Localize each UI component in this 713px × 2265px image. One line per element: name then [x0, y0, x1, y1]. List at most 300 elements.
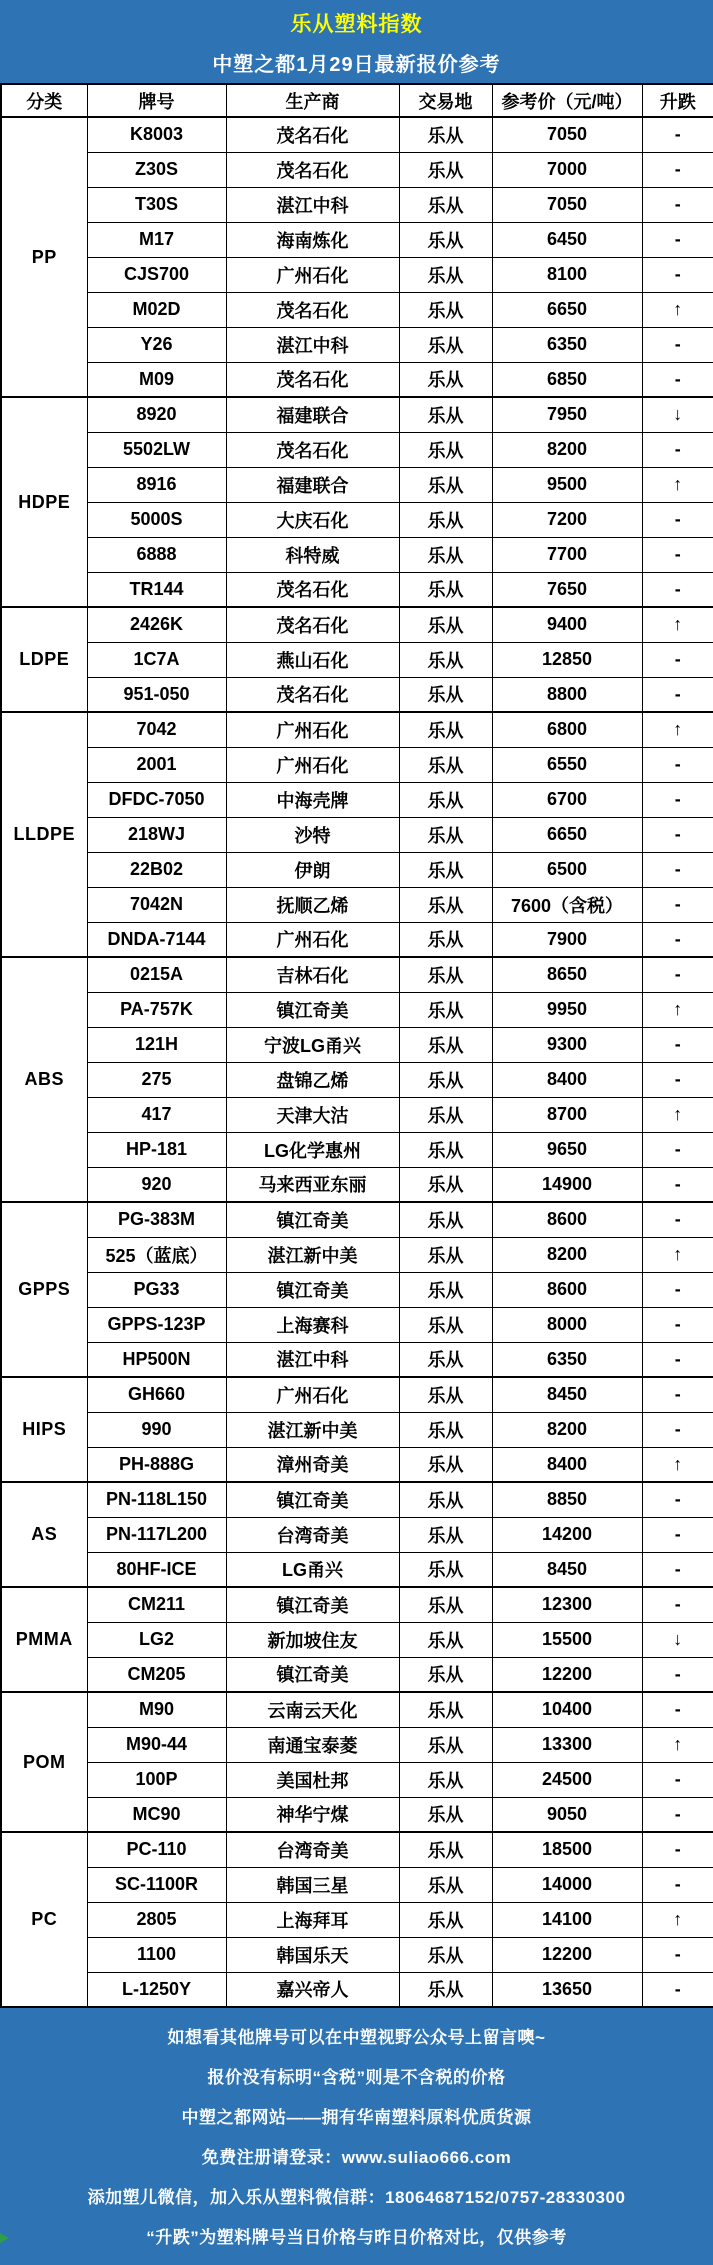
change-cell: ↓	[642, 1622, 713, 1657]
price-cell: 8200	[492, 432, 642, 467]
change-cell: -	[642, 1132, 713, 1167]
producer-cell: 湛江中科	[226, 1342, 399, 1377]
market-cell: 乐从	[399, 1062, 492, 1097]
market-cell: 乐从	[399, 747, 492, 782]
table-row	[1, 992, 713, 1027]
market-cell: 乐从	[399, 1657, 492, 1692]
table-row	[1, 747, 713, 782]
market-cell: 乐从	[399, 537, 492, 572]
price-cell: 8000	[492, 1307, 642, 1342]
market-cell: 乐从	[399, 1447, 492, 1482]
change-cell: -	[642, 537, 713, 572]
footer-line: 报价没有标明“含税”则是不含税的价格	[207, 2068, 506, 2088]
table-row	[1, 1587, 713, 1622]
price-cell: 7650	[492, 572, 642, 607]
change-cell: -	[642, 1307, 713, 1342]
change-cell: -	[642, 1587, 713, 1622]
brand-cell: 5502LW	[87, 432, 226, 467]
producer-cell: 茂名石化	[226, 677, 399, 712]
col-header-market: 交易地	[399, 84, 492, 117]
category-cell: LDPE	[1, 607, 87, 712]
change-cell: -	[642, 1062, 713, 1097]
producer-cell: 盘锦乙烯	[226, 1062, 399, 1097]
table-row	[1, 1762, 713, 1797]
table-row	[1, 397, 713, 432]
price-cell: 8450	[492, 1377, 642, 1412]
brand-cell: PC-110	[87, 1832, 226, 1867]
market-cell: 乐从	[399, 257, 492, 292]
change-cell: ↑	[642, 1727, 713, 1762]
table-row	[1, 1307, 713, 1342]
brand-cell: 0215A	[87, 957, 226, 992]
producer-cell: 镇江奇美	[226, 1587, 399, 1622]
change-cell: -	[642, 1412, 713, 1447]
market-cell: 乐从	[399, 397, 492, 432]
brand-cell: 417	[87, 1097, 226, 1132]
table-row	[1, 257, 713, 292]
change-cell: -	[642, 782, 713, 817]
price-cell: 6650	[492, 817, 642, 852]
table-row	[1, 677, 713, 712]
price-cell: 14000	[492, 1867, 642, 1902]
table-row	[1, 1832, 713, 1867]
producer-cell: 广州石化	[226, 1377, 399, 1412]
brand-cell: SC-1100R	[87, 1867, 226, 1902]
brand-cell: M09	[87, 362, 226, 397]
change-cell: -	[642, 222, 713, 257]
brand-cell: 2805	[87, 1902, 226, 1937]
price-cell: 14100	[492, 1902, 642, 1937]
category-cell: AS	[1, 1482, 87, 1587]
brand-cell: 8916	[87, 467, 226, 502]
price-cell: 8100	[492, 257, 642, 292]
table-row	[1, 432, 713, 467]
price-cell: 12300	[492, 1587, 642, 1622]
table-row	[1, 187, 713, 222]
brand-cell: K8003	[87, 117, 226, 152]
change-cell: -	[642, 152, 713, 187]
brand-cell: M17	[87, 222, 226, 257]
table-row	[1, 1237, 713, 1272]
category-cell: LLDPE	[1, 712, 87, 957]
change-cell: -	[642, 1167, 713, 1202]
price-cell: 8400	[492, 1062, 642, 1097]
brand-cell: GPPS-123P	[87, 1307, 226, 1342]
table-row	[1, 1937, 713, 1972]
producer-cell: 福建联合	[226, 467, 399, 502]
producer-cell: 广州石化	[226, 257, 399, 292]
producer-cell: 燕山石化	[226, 642, 399, 677]
producer-cell: 神华宁煤	[226, 1797, 399, 1832]
price-cell: 8650	[492, 957, 642, 992]
price-cell: 9650	[492, 1132, 642, 1167]
table-row	[1, 502, 713, 537]
market-cell: 乐从	[399, 117, 492, 152]
table-row	[1, 572, 713, 607]
price-cell: 14200	[492, 1517, 642, 1552]
change-cell: -	[642, 747, 713, 782]
market-cell: 乐从	[399, 1937, 492, 1972]
change-cell: -	[642, 1867, 713, 1902]
change-cell: -	[642, 642, 713, 677]
price-cell: 15500	[492, 1622, 642, 1657]
category-cell: PC	[1, 1832, 87, 2007]
brand-cell: Z30S	[87, 152, 226, 187]
producer-cell: 马来西亚东丽	[226, 1167, 399, 1202]
market-cell: 乐从	[399, 292, 492, 327]
change-cell: ↑	[642, 292, 713, 327]
change-cell: -	[642, 362, 713, 397]
market-cell: 乐从	[399, 1587, 492, 1622]
price-table	[0, 83, 713, 2008]
page-subtitle: 中塑之都1月29日最新报价参考	[212, 54, 501, 76]
market-cell: 乐从	[399, 1552, 492, 1587]
table-row	[1, 222, 713, 257]
producer-cell: 茂名石化	[226, 117, 399, 152]
table-row	[1, 292, 713, 327]
category-cell: GPPS	[1, 1202, 87, 1377]
producer-cell: 新加坡住友	[226, 1622, 399, 1657]
price-cell: 12200	[492, 1657, 642, 1692]
table-row	[1, 782, 713, 817]
brand-cell: 218WJ	[87, 817, 226, 852]
price-cell: 6350	[492, 327, 642, 362]
producer-cell: 茂名石化	[226, 362, 399, 397]
table-row	[1, 1727, 713, 1762]
price-cell: 14900	[492, 1167, 642, 1202]
brand-cell: CM205	[87, 1657, 226, 1692]
table-row	[1, 1902, 713, 1937]
brand-cell: 22B02	[87, 852, 226, 887]
brand-cell: 2426K	[87, 607, 226, 642]
change-cell: -	[642, 1482, 713, 1517]
change-cell: -	[642, 1657, 713, 1692]
brand-cell: M02D	[87, 292, 226, 327]
producer-cell: 韩国三星	[226, 1867, 399, 1902]
change-cell: -	[642, 432, 713, 467]
price-cell: 6350	[492, 1342, 642, 1377]
table-row	[1, 1272, 713, 1307]
footer-line: 添加塑儿微信，加入乐从塑料微信群：18064687152/0757-28330300	[87, 2187, 626, 2207]
brand-cell: M90-44	[87, 1727, 226, 1762]
producer-cell: 广州石化	[226, 712, 399, 747]
change-cell: -	[642, 1377, 713, 1412]
producer-cell: 云南云天化	[226, 1692, 399, 1727]
market-cell: 乐从	[399, 327, 492, 362]
producer-cell: 茂名石化	[226, 432, 399, 467]
market-cell: 乐从	[399, 887, 492, 922]
price-cell: 9300	[492, 1027, 642, 1062]
price-cell: 18500	[492, 1832, 642, 1867]
producer-cell: 漳州奇美	[226, 1447, 399, 1482]
producer-cell: 茂名石化	[226, 607, 399, 642]
producer-cell: 沙特	[226, 817, 399, 852]
producer-cell: 嘉兴帝人	[226, 1972, 399, 2007]
change-cell: -	[642, 922, 713, 957]
producer-cell: 中海壳牌	[226, 782, 399, 817]
category-cell: HDPE	[1, 397, 87, 607]
price-cell: 24500	[492, 1762, 642, 1797]
footer-line: 如想看其他牌号可以在中塑视野公众号上留言噢~	[167, 2028, 546, 2048]
price-table-header	[1, 84, 713, 117]
col-header-brand: 牌号	[87, 84, 226, 117]
producer-cell: 宁波LG甬兴	[226, 1027, 399, 1062]
brand-cell: PN-118L150	[87, 1482, 226, 1517]
brand-cell: PA-757K	[87, 992, 226, 1027]
market-cell: 乐从	[399, 187, 492, 222]
page-title: 乐从塑料指数	[290, 13, 423, 36]
table-row	[1, 1342, 713, 1377]
producer-cell: LG甬兴	[226, 1552, 399, 1587]
price-cell: 7000	[492, 152, 642, 187]
table-row	[1, 362, 713, 397]
change-cell: ↑	[642, 1097, 713, 1132]
price-cell: 8600	[492, 1272, 642, 1307]
table-row	[1, 922, 713, 957]
table-row	[1, 852, 713, 887]
producer-cell: LG化学惠州	[226, 1132, 399, 1167]
market-cell: 乐从	[399, 502, 492, 537]
table-row	[1, 1692, 713, 1727]
price-cell: 7200	[492, 502, 642, 537]
market-cell: 乐从	[399, 1832, 492, 1867]
brand-cell: 5000S	[87, 502, 226, 537]
price-cell: 8700	[492, 1097, 642, 1132]
table-row	[1, 1867, 713, 1902]
change-cell: -	[642, 1202, 713, 1237]
brand-cell: 990	[87, 1412, 226, 1447]
footer-line: 免费注册请登录：www.suliao666.com	[201, 2147, 512, 2167]
change-cell: -	[642, 1692, 713, 1727]
table-row	[1, 1097, 713, 1132]
brand-cell: 2001	[87, 747, 226, 782]
producer-cell: 湛江中科	[226, 187, 399, 222]
header-row	[1, 84, 713, 117]
brand-cell: 6888	[87, 537, 226, 572]
market-cell: 乐从	[399, 1167, 492, 1202]
producer-cell: 镇江奇美	[226, 1272, 399, 1307]
market-cell: 乐从	[399, 1272, 492, 1307]
change-cell: -	[642, 957, 713, 992]
col-header-category: 分类	[1, 84, 87, 117]
price-cell: 6850	[492, 362, 642, 397]
producer-cell: 福建联合	[226, 397, 399, 432]
market-cell: 乐从	[399, 1202, 492, 1237]
change-cell: -	[642, 572, 713, 607]
category-cell: PP	[1, 117, 87, 397]
change-cell: -	[642, 817, 713, 852]
table-row	[1, 1622, 713, 1657]
producer-cell: 伊朗	[226, 852, 399, 887]
producer-cell: 科特威	[226, 537, 399, 572]
table-row	[1, 1447, 713, 1482]
change-cell: -	[642, 1027, 713, 1062]
market-cell: 乐从	[399, 1517, 492, 1552]
market-cell: 乐从	[399, 152, 492, 187]
price-cell: 9500	[492, 467, 642, 502]
producer-cell: 吉林石化	[226, 957, 399, 992]
change-cell: -	[642, 327, 713, 362]
brand-cell: 1C7A	[87, 642, 226, 677]
price-cell: 6550	[492, 747, 642, 782]
price-table-body	[1, 117, 713, 2007]
col-header-price: 参考价（元/吨）	[492, 84, 642, 117]
table-row	[1, 957, 713, 992]
market-cell: 乐从	[399, 1412, 492, 1447]
producer-cell: 美国杜邦	[226, 1762, 399, 1797]
market-cell: 乐从	[399, 642, 492, 677]
brand-cell: 275	[87, 1062, 226, 1097]
price-cell: 9950	[492, 992, 642, 1027]
brand-cell: LG2	[87, 1622, 226, 1657]
price-cell: 8200	[492, 1237, 642, 1272]
market-cell: 乐从	[399, 1342, 492, 1377]
table-row	[1, 1412, 713, 1447]
brand-cell: 951-050	[87, 677, 226, 712]
producer-cell: 镇江奇美	[226, 1657, 399, 1692]
brand-cell: 1100	[87, 1937, 226, 1972]
price-cell: 9050	[492, 1797, 642, 1832]
brand-cell: 920	[87, 1167, 226, 1202]
table-row	[1, 607, 713, 642]
producer-cell: 茂名石化	[226, 572, 399, 607]
market-cell: 乐从	[399, 1482, 492, 1517]
brand-cell: Y26	[87, 327, 226, 362]
market-cell: 乐从	[399, 957, 492, 992]
table-row	[1, 1657, 713, 1692]
market-cell: 乐从	[399, 1132, 492, 1167]
brand-cell: HP500N	[87, 1342, 226, 1377]
producer-cell: 海南炼化	[226, 222, 399, 257]
change-cell: -	[642, 1832, 713, 1867]
change-cell: -	[642, 1762, 713, 1797]
change-cell: -	[642, 1552, 713, 1587]
market-cell: 乐从	[399, 1097, 492, 1132]
market-cell: 乐从	[399, 1307, 492, 1342]
market-cell: 乐从	[399, 1727, 492, 1762]
footer-line: 中塑之都网站——拥有华南塑料原料优质货源	[181, 2108, 532, 2128]
price-cell: 7900	[492, 922, 642, 957]
brand-cell: M90	[87, 1692, 226, 1727]
market-cell: 乐从	[399, 432, 492, 467]
change-cell: -	[642, 1517, 713, 1552]
market-cell: 乐从	[399, 712, 492, 747]
price-cell: 6700	[492, 782, 642, 817]
producer-cell: 广州石化	[226, 922, 399, 957]
table-row	[1, 1552, 713, 1587]
table-row	[1, 1517, 713, 1552]
table-row	[1, 117, 713, 152]
market-cell: 乐从	[399, 1867, 492, 1902]
change-cell: ↑	[642, 1237, 713, 1272]
producer-cell: 天津大沽	[226, 1097, 399, 1132]
producer-cell: 茂名石化	[226, 152, 399, 187]
price-cell: 7700	[492, 537, 642, 572]
table-row	[1, 1797, 713, 1832]
market-cell: 乐从	[399, 1237, 492, 1272]
price-cell: 12200	[492, 1937, 642, 1972]
market-cell: 乐从	[399, 222, 492, 257]
producer-cell: 台湾奇美	[226, 1517, 399, 1552]
green-cursor-decoration	[0, 2233, 9, 2243]
change-cell: ↑	[642, 1447, 713, 1482]
footer-line: “升跌”为塑料牌号当日价格与昨日价格对比，仅供参考	[146, 2227, 567, 2247]
change-cell: -	[642, 1272, 713, 1307]
table-row	[1, 887, 713, 922]
price-cell: 8400	[492, 1447, 642, 1482]
change-cell: ↑	[642, 467, 713, 502]
change-cell: -	[642, 117, 713, 152]
table-row	[1, 1377, 713, 1412]
change-cell: -	[642, 887, 713, 922]
category-cell: ABS	[1, 957, 87, 1202]
banner	[0, 0, 713, 83]
brand-cell: 100P	[87, 1762, 226, 1797]
change-cell: -	[642, 502, 713, 537]
change-cell: ↑	[642, 607, 713, 642]
col-header-producer: 生产商	[226, 84, 399, 117]
producer-cell: 茂名石化	[226, 292, 399, 327]
brand-cell: CM211	[87, 1587, 226, 1622]
brand-cell: DNDA-7144	[87, 922, 226, 957]
table-row	[1, 537, 713, 572]
market-cell: 乐从	[399, 572, 492, 607]
price-cell: 7050	[492, 117, 642, 152]
price-cell: 6650	[492, 292, 642, 327]
producer-cell: 广州石化	[226, 747, 399, 782]
price-cell: 8600	[492, 1202, 642, 1237]
producer-cell: 湛江新中美	[226, 1412, 399, 1447]
market-cell: 乐从	[399, 992, 492, 1027]
price-cell: 8450	[492, 1552, 642, 1587]
market-cell: 乐从	[399, 362, 492, 397]
market-cell: 乐从	[399, 1972, 492, 2007]
category-cell: POM	[1, 1692, 87, 1832]
producer-cell: 大庆石化	[226, 502, 399, 537]
price-cell: 8850	[492, 1482, 642, 1517]
change-cell: -	[642, 1972, 713, 2007]
market-cell: 乐从	[399, 922, 492, 957]
brand-cell: PG-383M	[87, 1202, 226, 1237]
brand-cell: 8920	[87, 397, 226, 432]
market-cell: 乐从	[399, 607, 492, 642]
market-cell: 乐从	[399, 1762, 492, 1797]
col-header-change: 升跌	[642, 84, 713, 117]
table-row	[1, 327, 713, 362]
change-cell: -	[642, 187, 713, 222]
brand-cell: CJS700	[87, 257, 226, 292]
change-cell: -	[642, 1797, 713, 1832]
change-cell: ↑	[642, 1902, 713, 1937]
table-row	[1, 1132, 713, 1167]
price-cell: 7050	[492, 187, 642, 222]
change-cell: ↑	[642, 992, 713, 1027]
table-row	[1, 1167, 713, 1202]
brand-cell: TR144	[87, 572, 226, 607]
market-cell: 乐从	[399, 1027, 492, 1062]
price-cell: 8200	[492, 1412, 642, 1447]
brand-cell: GH660	[87, 1377, 226, 1412]
brand-cell: MC90	[87, 1797, 226, 1832]
category-cell: HIPS	[1, 1377, 87, 1482]
market-cell: 乐从	[399, 1797, 492, 1832]
price-cell: 6800	[492, 712, 642, 747]
brand-cell: T30S	[87, 187, 226, 222]
brand-cell: 121H	[87, 1027, 226, 1062]
change-cell: ↑	[642, 712, 713, 747]
change-cell: -	[642, 257, 713, 292]
market-cell: 乐从	[399, 677, 492, 712]
